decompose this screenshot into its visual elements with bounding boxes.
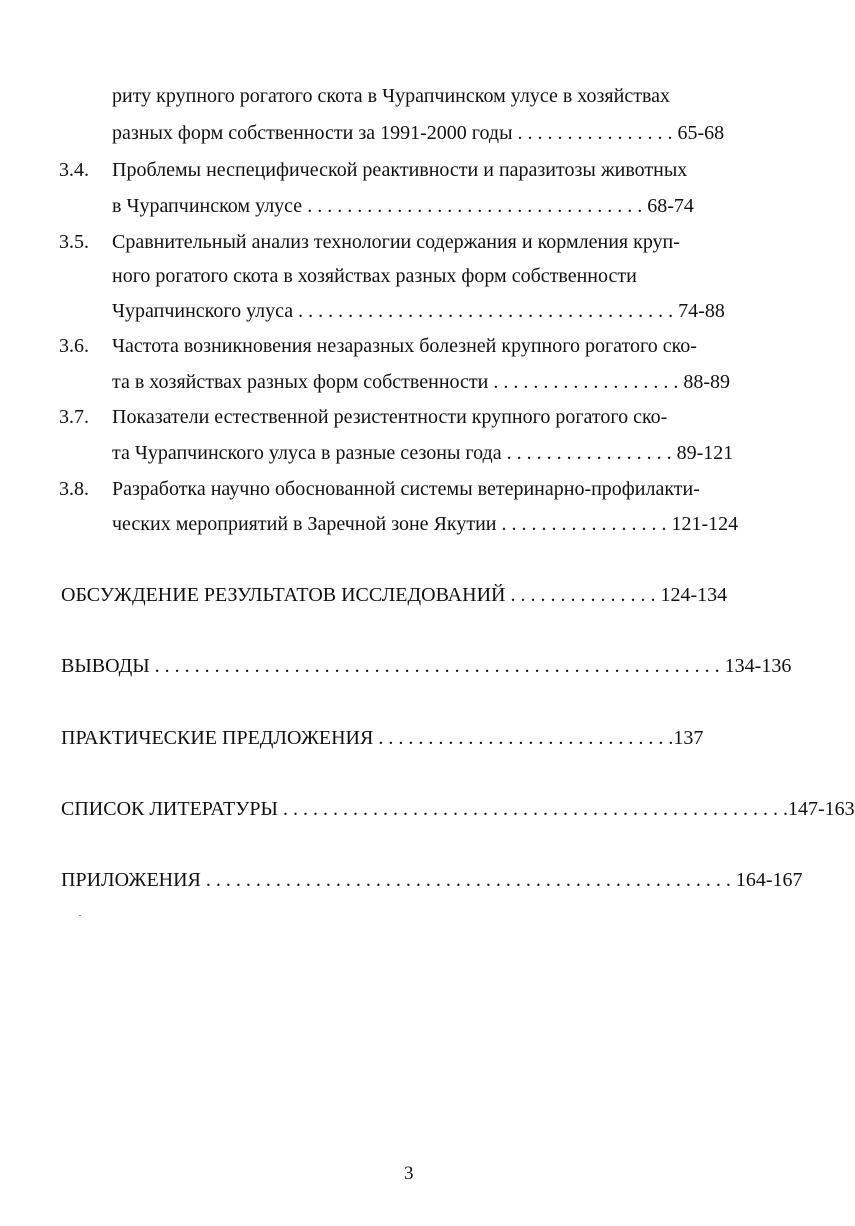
- toc-continuation-line-1: [112, 84, 670, 108]
- toc-section-appendices: [61, 868, 803, 892]
- toc-page-range: 121-124: [671, 513, 739, 535]
- toc-item-number: 3.4.: [59, 159, 89, 181]
- toc-section-conclusions: [61, 654, 791, 678]
- toc-text: ного рогатого скота в хозяйствах разных форм собственности: [112, 265, 637, 287]
- toc-item-title-line: [112, 230, 680, 254]
- toc-page-range: 68-74: [647, 195, 694, 217]
- toc-section-title: ПРАКТИЧЕСКИЕ ПРЕДЛОЖЕНИЯ: [61, 727, 374, 749]
- toc-section-references: [61, 797, 855, 821]
- toc-text: риту крупного рогатого скота в Чурапчинском улусе в хозяйствах: [112, 85, 670, 107]
- toc-item-title-line: [112, 334, 697, 358]
- toc-leader-dots: . . . . . . . . . . . . . . . .: [512, 122, 678, 144]
- toc-item-title-line: [112, 264, 637, 288]
- toc-section-discussion: [61, 583, 727, 607]
- toc-leader-dots: . . . . . . . . . . . . . . . . . . .: [488, 371, 684, 393]
- toc-item-title-line: [112, 405, 667, 429]
- toc-leader-dots: . . . . . . . . . . . . . . . . . . . . . . . . . . . . . . . . . . . . . . . . . . . . . . . . . . . . .: [200, 869, 736, 891]
- toc-text: Частота возникновения незаразных болезней крупного рогатого ско-: [112, 335, 697, 357]
- toc-item-final-line: [112, 299, 725, 323]
- toc-text: Проблемы неспецифической реактивности и паразитозы животных: [112, 159, 688, 181]
- toc-text: Разработка научно обоснованной системы ветеринарно-профилакти-: [112, 478, 700, 500]
- toc-page-range: 88-89: [683, 371, 731, 393]
- toc-page-range: 137: [673, 727, 704, 749]
- toc-leader-dots: . . . . . . . . . . . . . . . . .: [496, 513, 672, 535]
- toc-leader-dots: . . . . . . . . . . . . . . . . . . . . . . . . . . . . . . . . . .: [302, 195, 648, 217]
- toc-page-range: 89-121: [676, 442, 734, 464]
- toc-section-title: ВЫВОДЫ: [61, 655, 150, 677]
- toc-leader-dots: . . . . . . . . . . . . . . .: [505, 584, 661, 606]
- toc-page-range: 147-163: [787, 798, 855, 820]
- toc-item-final-line: [112, 194, 694, 218]
- toc-page-range: 65-68: [677, 122, 725, 144]
- toc-page-range: 74-88: [678, 300, 725, 322]
- toc-item-final-line: [112, 512, 738, 536]
- toc-text: Сравнительный анализ технологии содержания и кормления круп-: [112, 231, 680, 253]
- toc-text: в Чурапчинском улусе: [112, 195, 303, 217]
- toc-item-title-line: [112, 158, 687, 182]
- toc-page-range: 124-134: [660, 584, 728, 606]
- page-number: 3: [404, 1163, 414, 1184]
- toc-text: Показатели естественной резистентности крупного рогатого ско-: [112, 406, 668, 428]
- toc-item-number: 3.8.: [59, 478, 89, 500]
- toc-section-title: ПРИЛОЖЕНИЯ: [61, 869, 201, 891]
- toc-leader-dots: . . . . . . . . . . . . . . . . . . . . . . . . . . . . . . . . . . . . . .: [293, 300, 679, 322]
- toc-item-final-line: [112, 441, 733, 465]
- toc-text: та в хозяйствах разных форм собственности: [112, 371, 489, 393]
- toc-section-title: СПИСОК ЛИТЕРАТУРЫ: [61, 798, 278, 820]
- toc-item-number: 3.7.: [59, 406, 89, 428]
- toc-continuation-line-2: [112, 121, 724, 145]
- toc-item-number: 3.6.: [59, 335, 89, 357]
- toc-text: та Чурапчинского улуса в разные сезоны года: [112, 442, 502, 464]
- toc-text: ческих мероприятий в Заречной зоне Якутии: [112, 513, 497, 535]
- toc-section-title: ОБСУЖДЕНИЕ РЕЗУЛЬТАТОВ ИССЛЕДОВАНИЙ: [61, 584, 506, 606]
- toc-leader-dots: . . . . . . . . . . . . . . . . .: [501, 442, 677, 464]
- toc-item-title-line: [112, 477, 700, 501]
- toc-item-number: 3.5.: [59, 231, 89, 253]
- toc-section-proposals: [61, 726, 703, 750]
- toc-page-range: 164-167: [735, 869, 803, 891]
- toc-page-range: 134-136: [724, 655, 792, 677]
- toc-leader-dots: . . . . . . . . . . . . . . . . . . . . . . . . . . . . . . . . . . . . . . . . . . . . . . . . . . .: [277, 798, 788, 820]
- toc-leader-dots: . . . . . . . . . . . . . . . . . . . . . . . . . . . . . . . . . . . . . . . . . . . . . . . . . . . . . . . . .: [149, 655, 725, 677]
- scan-speck: [79, 915, 81, 916]
- toc-text: Чурапчинского улуса: [112, 300, 294, 322]
- toc-text: разных форм собственности за 1991-2000 годы: [112, 122, 513, 144]
- toc-item-final-line: [112, 370, 730, 394]
- toc-leader-dots: . . . . . . . . . . . . . . . . . . . . . . . . . . . . . .: [373, 727, 674, 749]
